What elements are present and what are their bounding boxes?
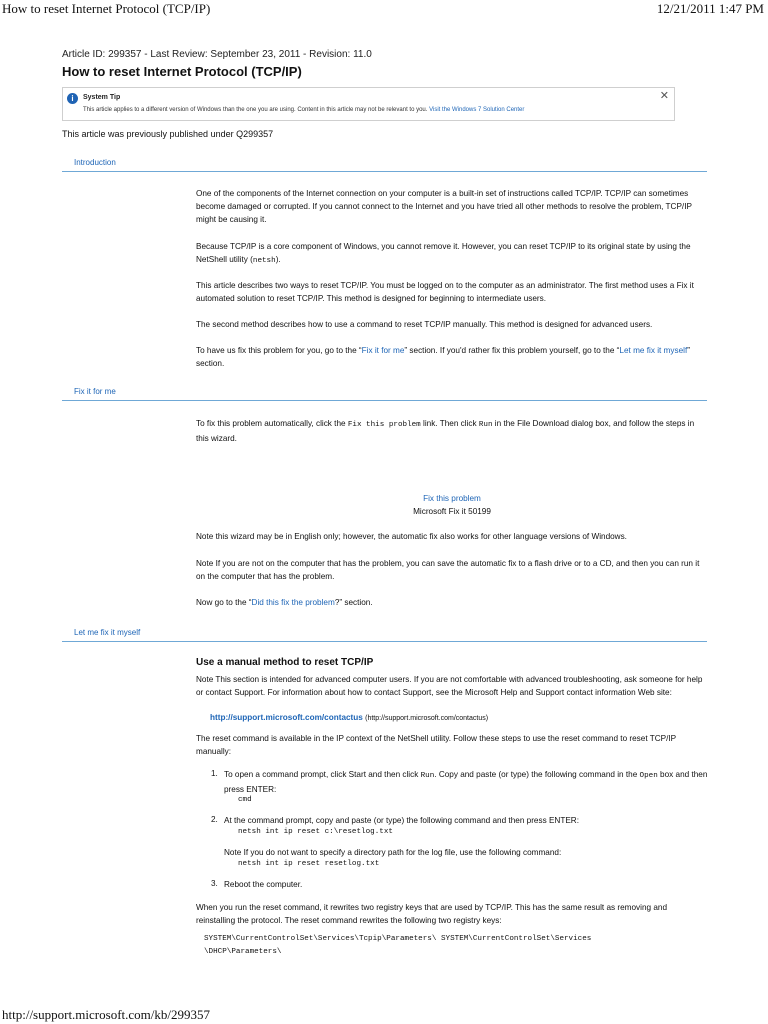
info-icon: i: [67, 93, 78, 104]
section-heading-fix-it-for-me[interactable]: [62, 387, 707, 401]
section-heading-label: Let me fix it myself: [74, 628, 141, 637]
advanced-users-note: Note This section is intended for advanced computer users. If you are not comfortable with advanced troubleshooting, ask someone for help or contact Support. For information about how to contact Support, see the Microsoft Help and Support contact information Web site:: [196, 675, 703, 697]
intro-paragraph-1: One of the components of the Internet connection on your computer is a built-in set of instructions called TCP/IP. TCP/IP can sometimes become damaged or corrupted. If you cannot connect to the Internet and you have tried all other methods to resolve the problem, TCP/IP might be causing it.: [196, 189, 692, 224]
intro-paragraph-2: Because TCP/IP is a core component of Windows, you cannot remove it. However, you can reset TCP/IP to its original state by using the NetShell utility (netsh).: [196, 242, 691, 265]
fix-it-note-2: Note If you are not on the computer that has the problem, you can save the automatic fix to a flash drive or to a CD, and then you can run it on the computer that has the problem.: [196, 559, 700, 581]
section-heading-introduction[interactable]: [62, 158, 707, 172]
section-heading-let-me-fix[interactable]: [62, 628, 707, 642]
support-contact-url: (http://support.microsoft.com/contactus): [365, 715, 489, 722]
let-me-fix-it-myself-link[interactable]: Let me fix it myself: [619, 346, 688, 355]
support-contact-line: [210, 711, 708, 725]
step-1-text: To open a command prompt, click Start and then click Run. Copy and paste (or type) the following command in the Open box and then press ENTER:: [224, 770, 708, 794]
registry-explanation: When you run the reset command, it rewrites two registry keys that are used by TCP/IP. This has the same result as removing and reinstalling the protocol. The reset command rewrites the following two registry keys:: [196, 903, 667, 925]
fix-this-problem-link[interactable]: Fix this problem: [423, 494, 481, 503]
step-2-note: Note If you do not want to specify a directory path for the log file, use the following command:: [224, 848, 562, 857]
system-tip-box: [62, 87, 675, 121]
fix-it-solution: [196, 492, 708, 518]
intro-paragraph-4: The second method describes how to use a command to reset TCP/IP manually. This method is designed for advanced users.: [196, 320, 653, 329]
step-3-text: Reboot the computer.: [224, 880, 303, 889]
intro-paragraph-5: To have us fix this problem for you, go to the “Fix it for me” section. If you'd rather fix this problem yourself, go to the “Let me fix it myself” section.: [196, 346, 690, 368]
system-tip-text: [83, 107, 524, 113]
manual-method-title: Use a manual method to reset TCP/IP: [196, 657, 374, 668]
support-contact-link[interactable]: http://support.microsoft.com/contactus: [210, 713, 363, 722]
system-tip-title: System Tip: [83, 94, 121, 101]
intro-paragraph-3: This article describes two ways to reset TCP/IP. You must be logged on to the computer as an administrator. The first method uses a Fix it automated solution to reset TCP/IP. This method is designed for beginning to intermediate users.: [196, 281, 694, 303]
command-netsh-reset-default: netsh int ip reset resetlog.txt: [238, 860, 380, 868]
step-2-text: At the command prompt, copy and paste (or type) the following command and then press ENTER:: [224, 816, 579, 825]
print-header: [0, 0, 768, 20]
article-meta: Article ID: 299357 - Last Review: September 23, 2011 - Revision: 11.0: [62, 49, 372, 60]
fix-it-caption: Microsoft Fix it 50199: [413, 507, 491, 516]
page-title: How to reset Internet Protocol (TCP/IP): [62, 64, 302, 79]
step-number: 1.: [211, 769, 218, 778]
step-number: 3.: [211, 879, 218, 888]
print-header-datetime: 12/21/2011 1:47 PM: [656, 1, 764, 16]
section-heading-label: Introduction: [74, 158, 116, 167]
command-netsh-reset-log: netsh int ip reset c:\resetlog.txt: [238, 828, 393, 836]
fix-it-instructions: To fix this problem automatically, click the Fix this problem link. Then click Run in the File Download dialog box, and follow the steps in this wizard.: [196, 419, 695, 443]
section-heading-label: Fix it for me: [74, 387, 116, 396]
command-cmd: cmd: [238, 796, 252, 804]
did-this-fix-link[interactable]: Did this fix the problem: [251, 598, 335, 607]
print-footer-url: http://support.microsoft.com/kb/299357: [2, 1007, 210, 1022]
fix-it-note-1: Note this wizard may be in English only; however, the automatic fix also works for other language versions of Windows.: [196, 532, 627, 541]
fix-it-next-step: Now go to the “Did this fix the problem?” section.: [196, 598, 373, 607]
close-icon[interactable]: ✕: [659, 90, 669, 102]
step-number: 2.: [211, 815, 218, 824]
registry-key-line-2: \DHCP\Parameters\: [204, 948, 282, 956]
print-header-title: How to reset Internet Protocol (TCP/IP): [2, 1, 211, 16]
fix-it-for-me-link[interactable]: Fix it for me: [361, 346, 405, 355]
previously-published-note: This article was previously published under Q299357: [62, 129, 274, 139]
system-tip-message: This article applies to a different version of Windows than the one you are using. Content in this article may not be relevant to you.: [83, 107, 428, 113]
solution-center-link[interactable]: Visit the Windows 7 Solution Center: [429, 107, 525, 113]
registry-key-line-1: SYSTEM\CurrentControlSet\Services\Tcpip\Parameters\ SYSTEM\CurrentControlSet\Services: [204, 935, 592, 943]
reset-command-intro: The reset command is available in the IP context of the NetShell utility. Follow these steps to use the reset command to reset TCP/IP manually:: [196, 734, 676, 756]
